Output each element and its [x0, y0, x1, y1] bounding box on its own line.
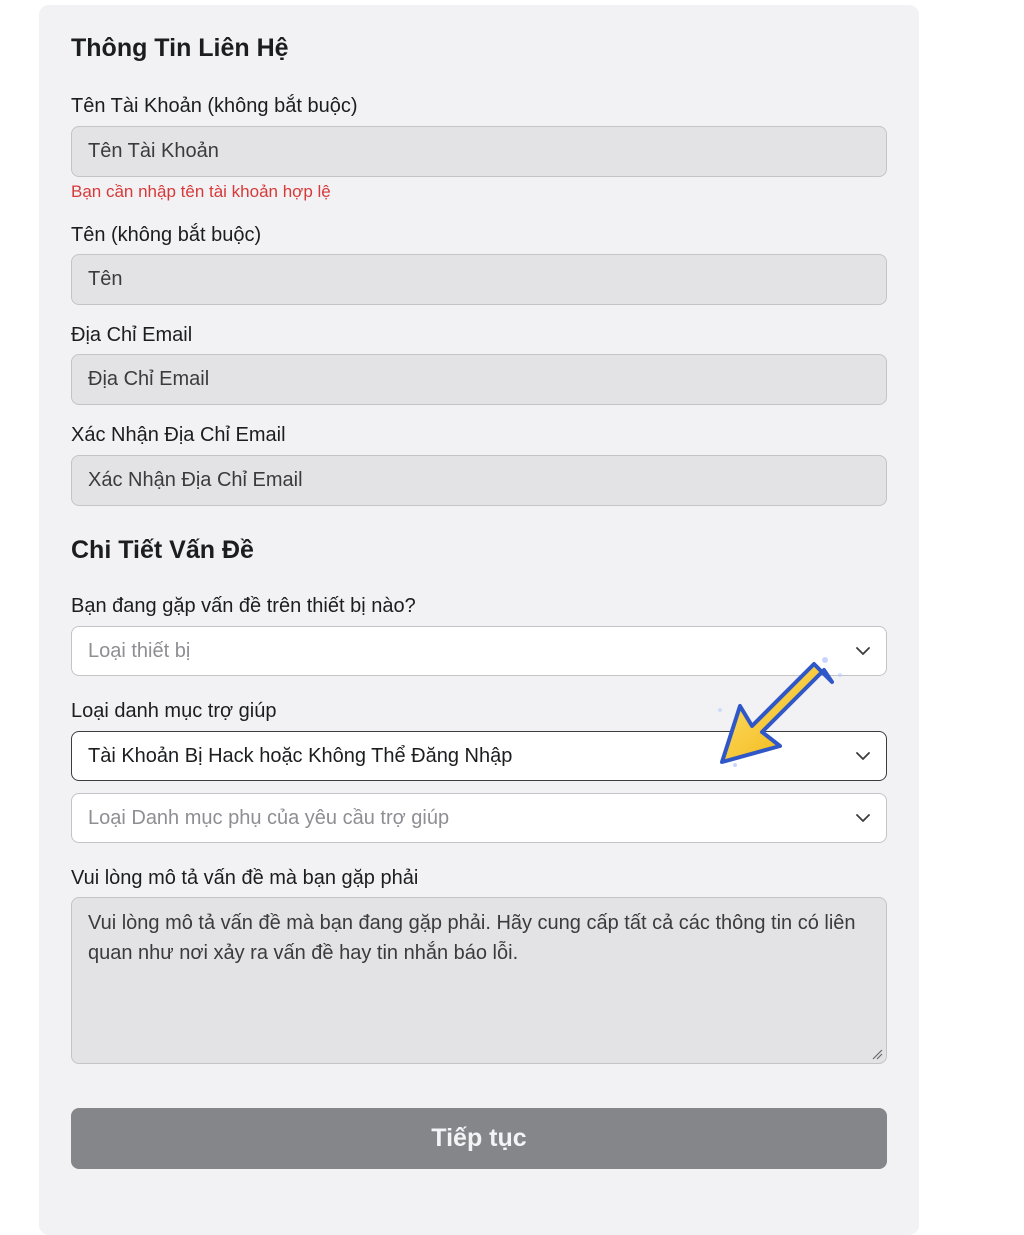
email-label: Địa Chỉ Email [71, 324, 193, 346]
name-placeholder: Tên [88, 268, 123, 290]
username-label: Tên Tài Khoản (không bắt buộc) [71, 95, 358, 117]
confirm-email-label: Xác Nhận Địa Chỉ Email [71, 424, 286, 446]
username-placeholder: Tên Tài Khoản [88, 140, 219, 162]
email-input[interactable] [71, 354, 887, 405]
issue-section-title: Chi Tiết Vấn Đề [71, 536, 254, 564]
confirm-email-input[interactable] [71, 455, 887, 506]
email-placeholder: Địa Chỉ Email [88, 368, 210, 390]
chevron-down-icon [856, 813, 870, 823]
description-placeholder: Vui lòng mô tả vấn đề mà bạn đang gặp phải. Hãy cung cấp tất cả các thông tin có liên quan như nơi xảy ra vấn đề hay tin nhắn báo lỗi. [88, 912, 856, 964]
device-placeholder: Loại thiết bị [88, 639, 191, 662]
confirm-email-placeholder: Xác Nhận Địa Chỉ Email [88, 469, 303, 491]
category-label: Loại danh mục trợ giúp [71, 700, 277, 722]
contact-section-title: Thông Tin Liên Hệ [71, 34, 289, 62]
description-label: Vui lòng mô tả vấn đề mà bạn gặp phải [71, 867, 419, 889]
username-error: Bạn cần nhập tên tài khoản hợp lệ [71, 182, 331, 201]
resize-handle-icon[interactable] [871, 1048, 883, 1060]
device-label: Bạn đang gặp vấn đề trên thiết bị nào? [71, 595, 416, 617]
pointer-arrow-icon [700, 640, 860, 780]
name-input[interactable] [71, 254, 887, 305]
continue-button[interactable]: Tiếp tục [71, 1108, 887, 1169]
description-textarea[interactable] [71, 897, 887, 1064]
username-input[interactable] [71, 126, 887, 177]
category-value: Tài Khoản Bị Hack hoặc Không Thể Đăng Nhập [88, 744, 513, 767]
name-label: Tên (không bắt buộc) [71, 224, 262, 246]
subcategory-placeholder: Loại Danh mục phụ của yêu cầu trợ giúp [88, 806, 450, 829]
subcategory-select[interactable] [71, 793, 887, 843]
